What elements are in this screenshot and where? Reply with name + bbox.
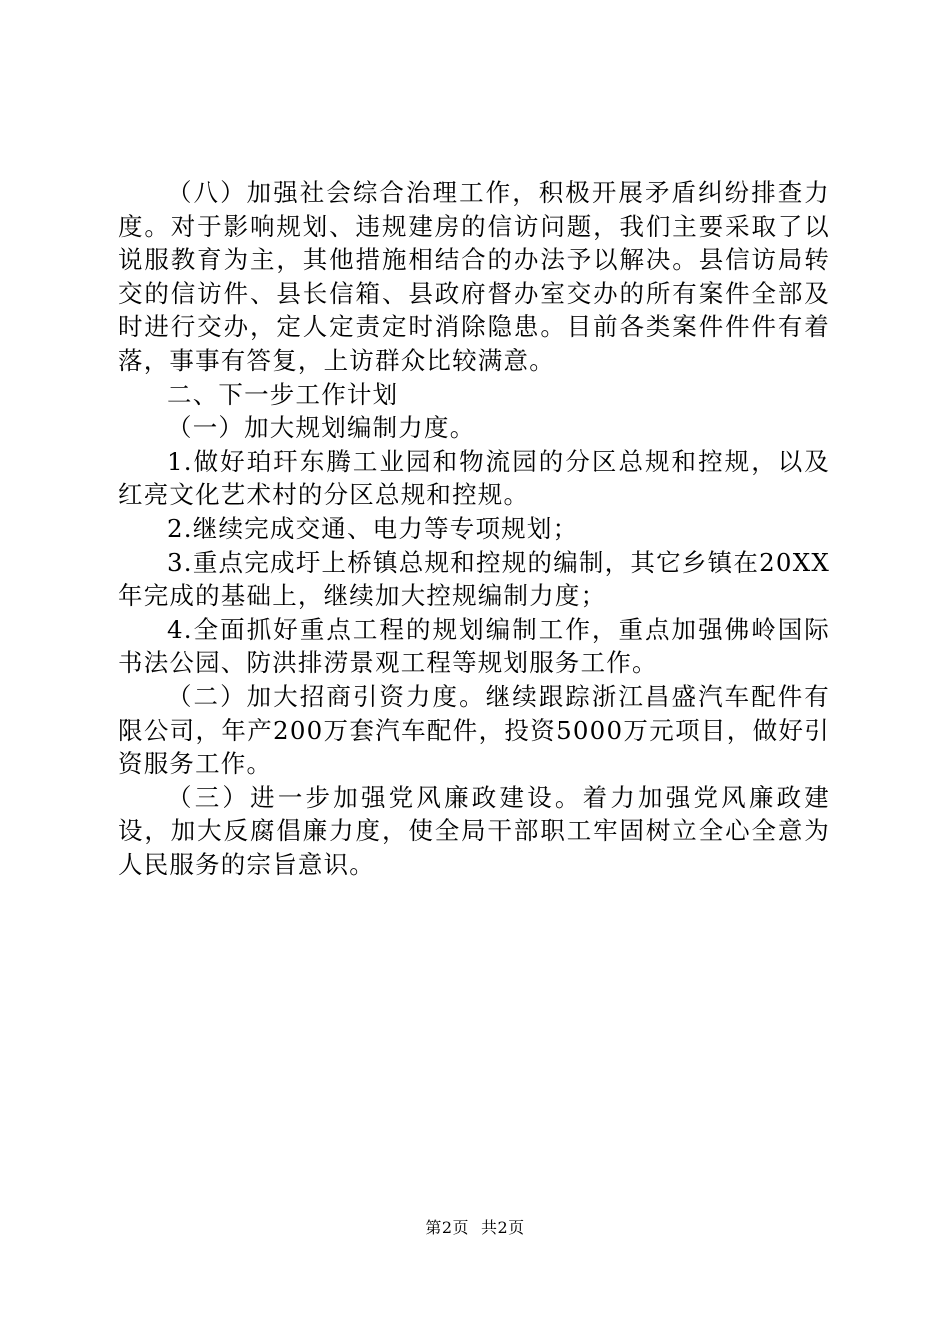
list-item-3: 3.重点完成圩上桥镇总规和控规的编制，其它乡镇在20XX年完成的基础上，继续加大控规编制力度； [118, 547, 830, 611]
list-item-2: 2.继续完成交通、电力等专项规划； [167, 513, 579, 543]
page-number-current: 第2页 [425, 1218, 469, 1237]
page-footer [0, 1218, 950, 1238]
list-item-4: 4.全面抓好重点工程的规划编制工作，重点加强佛岭国际书法公园、防洪排涝景观工程等规划服务工作。 [118, 614, 830, 678]
list-item-1: 1.做好珀玕东腾工业园和物流园的分区总规和控规，以及红亮文化艺术村的分区总规和控规。 [118, 446, 830, 510]
paragraph-investment: （二）加大招商引资力度。继续跟踪浙江昌盛汽车配件有限公司，年产200万套汽车配件，投资5000万元项目，做好引资服务工作。 [118, 681, 830, 779]
paragraph-social-governance: （八）加强社会综合治理工作，积极开展矛盾纠纷排查力度。对于影响规划、违规建房的信访问题，我们主要采取了以说服教育为主，其他措施相结合的办法予以解决。县信访局转交的信访件、县长信箱、县政府督办室交办的所有案件全部及时进行交办，定人定责定时消除隐患。目前各类案件件件有着落，事事有答复，上访群众比较满意。 [118, 178, 830, 375]
heading-next-steps: 二、下一步工作计划 [167, 379, 399, 409]
document-body [118, 176, 830, 881]
page-number-total: 共2页 [481, 1218, 525, 1237]
subheading-planning: （一）加大规划编制力度。 [167, 413, 476, 443]
paragraph-party-conduct: （三）进一步加强党风廉政建设。着力加强党风廉政建设，加大反腐倡廉力度，使全局干部职工牢固树立全心全意为人民服务的宗旨意识。 [118, 782, 830, 879]
